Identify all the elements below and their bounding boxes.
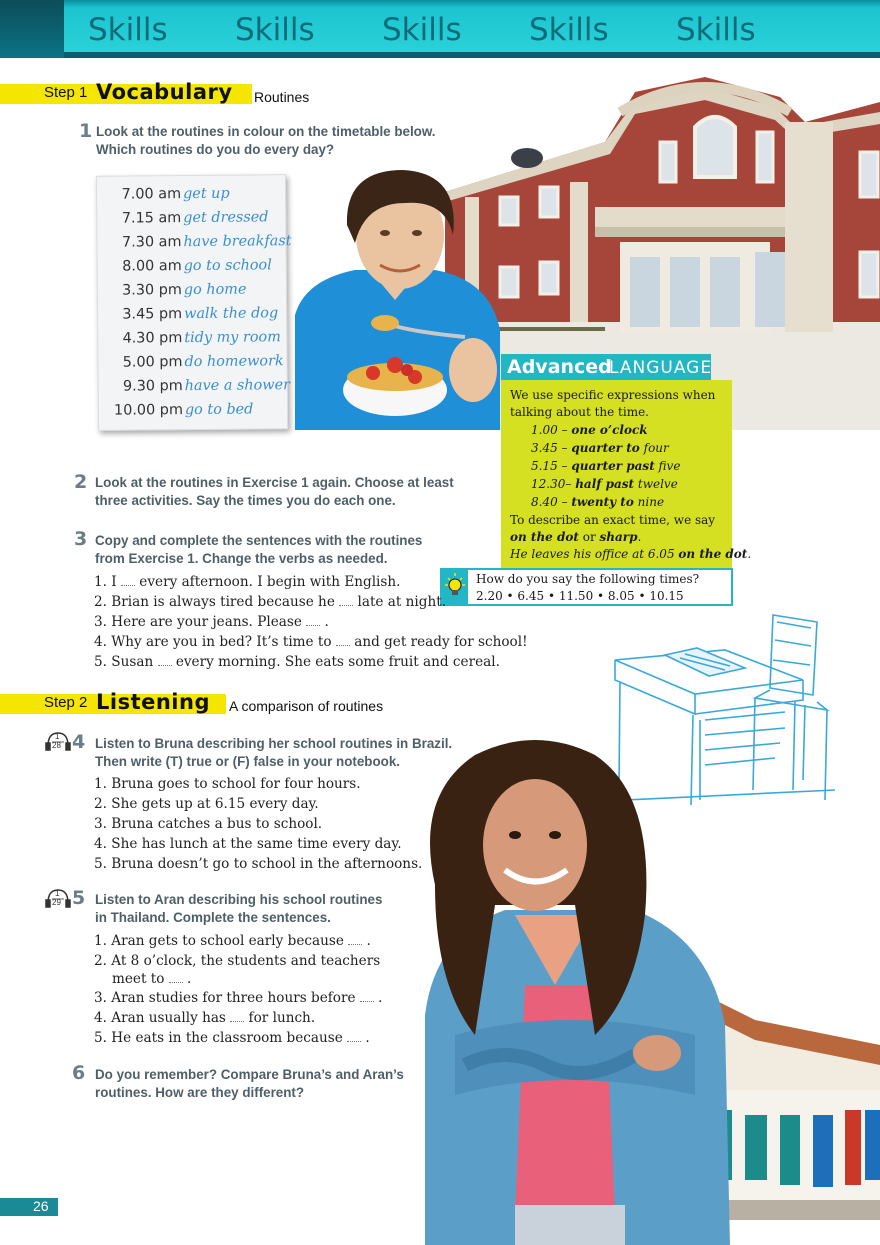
header-left-block (0, 0, 64, 58)
on-the-dot-phrase: on the dot (510, 530, 579, 544)
timetable-row (98, 350, 288, 376)
advanced-intro-line: We use specific expressions when (510, 388, 716, 402)
exercise5-item (94, 1029, 370, 1048)
instruction-line: Which routines do you do every day? (96, 142, 335, 157)
time-expression-row (531, 459, 680, 473)
step2-label: Step 2 (44, 694, 88, 711)
boy-eating-cereal-photo (285, 165, 505, 430)
timetable-time: 3.45 pm (122, 306, 183, 323)
instruction-line: in Thailand. Complete the sentences. (95, 910, 331, 925)
exercise4-instructions (95, 735, 452, 771)
timetable-time: 5.00 pm (122, 354, 183, 371)
exercise-number: 3 (74, 528, 88, 550)
instruction-line: Listen to Aran describing his school routines (95, 892, 383, 907)
exercise-number: 4 (72, 731, 86, 753)
time-expression: one o’clock (571, 423, 648, 437)
sentence-start: 1. I (94, 574, 121, 590)
audio-cd-number: 1 (55, 889, 60, 898)
answer-blank (306, 625, 320, 626)
example-bold-phrase: on the dot (678, 547, 748, 561)
advanced-language-box (501, 380, 752, 568)
language-title-word: LANGUAGE (609, 358, 713, 378)
instruction-line: Then write (T) true or (F) false in your notebook. (95, 754, 401, 769)
exercise3-item (94, 653, 500, 672)
exercise3-instructions (95, 532, 422, 568)
advanced-language-title (501, 354, 711, 380)
answer-blank (336, 645, 350, 646)
exercise4-item: 3. Bruna catches a bus to school. (94, 816, 323, 832)
page-number: 26 (33, 1198, 49, 1214)
sharp-phrase: sharp (599, 530, 638, 544)
skills-word: Skills (676, 12, 756, 48)
sentence-start: 4. Why are you in bed? It’s time to (94, 634, 336, 650)
dash: – (565, 477, 572, 491)
timetable-time: 10.00 pm (113, 402, 184, 419)
timetable-time: 9.30 pm (122, 378, 183, 395)
instruction-line: Copy and complete the sentences with the routines (95, 533, 423, 548)
timetable-row (99, 398, 289, 424)
timetable-activity: get dressed (183, 209, 269, 227)
timetable-activity: tidy my room (184, 329, 281, 347)
sentence-end: . (320, 614, 329, 630)
timetable-row (97, 182, 287, 208)
timetable-row (98, 278, 288, 304)
header-skills-strip (64, 0, 880, 52)
timetable-time: 8.00 am (122, 258, 182, 275)
sentence-start: 3. Aran studies for three hours before (94, 990, 360, 1006)
time-expression-rest: four (639, 441, 669, 455)
answer-blank (348, 944, 362, 945)
step2-title: Listening (96, 690, 210, 714)
exercise4-item: 5. Bruna doesn’t go to school in the afternoons. (94, 856, 423, 872)
audio-cd-number: 1 (55, 732, 60, 741)
exercise-number: 2 (74, 471, 88, 493)
time-expression-row (531, 495, 664, 509)
time-expression-rest: nine (633, 495, 665, 509)
timetable-activity: go home (183, 281, 247, 299)
exercise2-instructions (95, 474, 454, 510)
audio-track-number: 28 (52, 741, 61, 750)
timetable-time: 7.30 am (121, 234, 182, 251)
sentence-end: for lunch. (244, 1010, 316, 1026)
sentence-start: 3. Here are your jeans. Please (94, 614, 307, 630)
instruction-line: Look at the routines in Exercise 1 again. Choose at least (95, 475, 454, 490)
timetable-row (99, 374, 289, 400)
timetable-activity: have breakfast (183, 233, 292, 251)
exercise4-item: 2. She gets up at 6.15 every day. (94, 796, 319, 812)
dash: – (561, 459, 568, 473)
answer-blank (339, 605, 353, 606)
timetable-row (98, 302, 288, 328)
sentence-end: . (182, 971, 192, 987)
time-expression: quarter past (571, 459, 655, 473)
exercise3-item (94, 573, 400, 592)
exercise5-item (94, 989, 383, 1008)
answer-blank (169, 982, 183, 983)
exercise6-instructions (95, 1066, 404, 1102)
sentence-end: . (362, 933, 371, 949)
timetable-activity: go to school (183, 257, 272, 275)
time-value: 8.40 (531, 495, 558, 509)
instruction-line: three activities. Say the times you do each one. (95, 493, 396, 508)
timetable-time: 4.30 pm (122, 330, 183, 347)
exercise5-item (94, 1009, 315, 1028)
exercise3-item (94, 593, 446, 612)
practice-question: How do you say the following times? (476, 572, 700, 586)
sentence-end: late at night. (353, 594, 447, 610)
timetable-row (97, 206, 287, 232)
audio-track-number: 29 (52, 898, 61, 907)
skills-word: Skills (235, 12, 315, 48)
instruction-line: Do you remember? Compare Bruna’s and Aran’s (95, 1067, 404, 1082)
instruction-line: routines. How are they different? (95, 1085, 305, 1100)
sentence-start: 2. At 8 o’clock, the students and teachers (94, 953, 381, 969)
exercise5-item (94, 932, 371, 951)
exercise1-instructions (96, 123, 436, 159)
smiling-girl-photo (395, 735, 740, 1245)
connector-text: or (578, 530, 600, 544)
practice-times: 2.20 • 6.45 • 11.50 • 8.05 • 10.15 (476, 589, 684, 603)
skills-word: Skills (529, 12, 609, 48)
sentence-start: 4. Aran usually has (94, 1010, 231, 1026)
time-value: 12.30 (531, 477, 566, 491)
timetable-activity: do homework (184, 353, 284, 371)
instruction-line: from Exercise 1. Change the verbs as needed. (95, 551, 388, 566)
exact-time-example (510, 546, 751, 563)
audio-track-icon[interactable] (45, 887, 71, 909)
instruction-line: Listen to Bruna describing her school routines in Brazil. (95, 736, 453, 751)
exact-time-line: To describe an exact time, we say (510, 513, 716, 527)
answer-blank (230, 1021, 244, 1022)
timetable-time: 7.00 am (121, 186, 182, 203)
time-value: 3.45 (531, 441, 558, 455)
step1-label: Step 1 (44, 84, 88, 101)
sentence-start: 5. He eats in the classroom because (94, 1030, 348, 1046)
time-expression-row (531, 423, 648, 437)
exercise-number: 5 (72, 887, 86, 909)
sentence-start: 2. Brian is always tired because he (94, 594, 340, 610)
exercise5-instructions (95, 891, 382, 927)
sentence-end: and get ready for school! (349, 634, 528, 650)
sentence-end: every morning. She eats some fruit and cereal. (171, 654, 500, 670)
dash: – (561, 423, 568, 437)
exercise4-item: 4. She has lunch at the same time every day. (94, 836, 402, 852)
advanced-title-word: Advanced (507, 356, 612, 378)
sentence-end: . (373, 990, 383, 1006)
exercise4-item: 1. Bruna goes to school for four hours. (94, 776, 361, 792)
timetable-time: 7.15 am (121, 210, 182, 227)
exercise3-item (94, 633, 528, 652)
time-expression-rest: twelve (634, 477, 678, 491)
skills-word: Skills (382, 12, 462, 48)
exercise3-item (94, 613, 329, 632)
step1-title: Vocabulary (96, 80, 233, 104)
exercise-number: 6 (72, 1062, 86, 1084)
practice-times-box (440, 568, 733, 606)
answer-blank (121, 585, 135, 586)
exercise-number: 1 (79, 120, 93, 142)
example-sentence: He leaves his office at 6.05 (510, 547, 679, 561)
time-expression: half past (575, 477, 635, 491)
time-expression: twenty to (571, 495, 634, 509)
punctuation: . (637, 530, 642, 544)
answer-blank (360, 1001, 374, 1002)
skills-word: Skills (88, 12, 168, 48)
exercise5-item (94, 952, 380, 971)
sentence-end: every afternoon. I begin with English. (134, 574, 401, 590)
instruction-line: Look at the routines in colour on the timetable below. (96, 124, 436, 139)
answer-blank (347, 1041, 361, 1042)
audio-track-icon[interactable] (45, 730, 71, 752)
timetable-time: 3.30 pm (122, 282, 182, 299)
timetable-activity: walk the dog (184, 305, 279, 323)
time-expression-rest: five (654, 459, 681, 473)
timetable-row (97, 230, 292, 256)
time-expression-row (531, 477, 678, 491)
page-number-tab (0, 1198, 58, 1216)
timetable-row (98, 326, 288, 352)
exercise5-item-continuation (112, 970, 191, 989)
dash: – (561, 495, 568, 509)
timetable-activity: go to bed (184, 401, 254, 419)
answer-blank (158, 665, 172, 666)
dash: – (561, 441, 568, 455)
timetable-row (98, 254, 288, 280)
sentence-start: 1. Aran gets to school early because (94, 933, 349, 949)
time-expression-row (531, 441, 669, 455)
time-expression: quarter to (571, 441, 640, 455)
sentence-start: 5. Susan (94, 654, 158, 670)
step2-subtitle: A comparison of routines (229, 698, 384, 714)
exact-time-phrases (510, 529, 641, 546)
routine-timetable-card (96, 174, 292, 431)
punctuation: . (747, 547, 752, 561)
time-value: 1.00 (531, 423, 558, 437)
sentence-start: meet to (112, 971, 169, 987)
timetable-activity: get up (182, 185, 230, 203)
sentence-end: . (361, 1030, 370, 1046)
advanced-intro-line: talking about the time. (510, 405, 649, 419)
timetable-activity: have a shower (184, 377, 291, 395)
time-value: 5.15 (531, 459, 558, 473)
step1-subtitle: Routines (254, 89, 310, 105)
